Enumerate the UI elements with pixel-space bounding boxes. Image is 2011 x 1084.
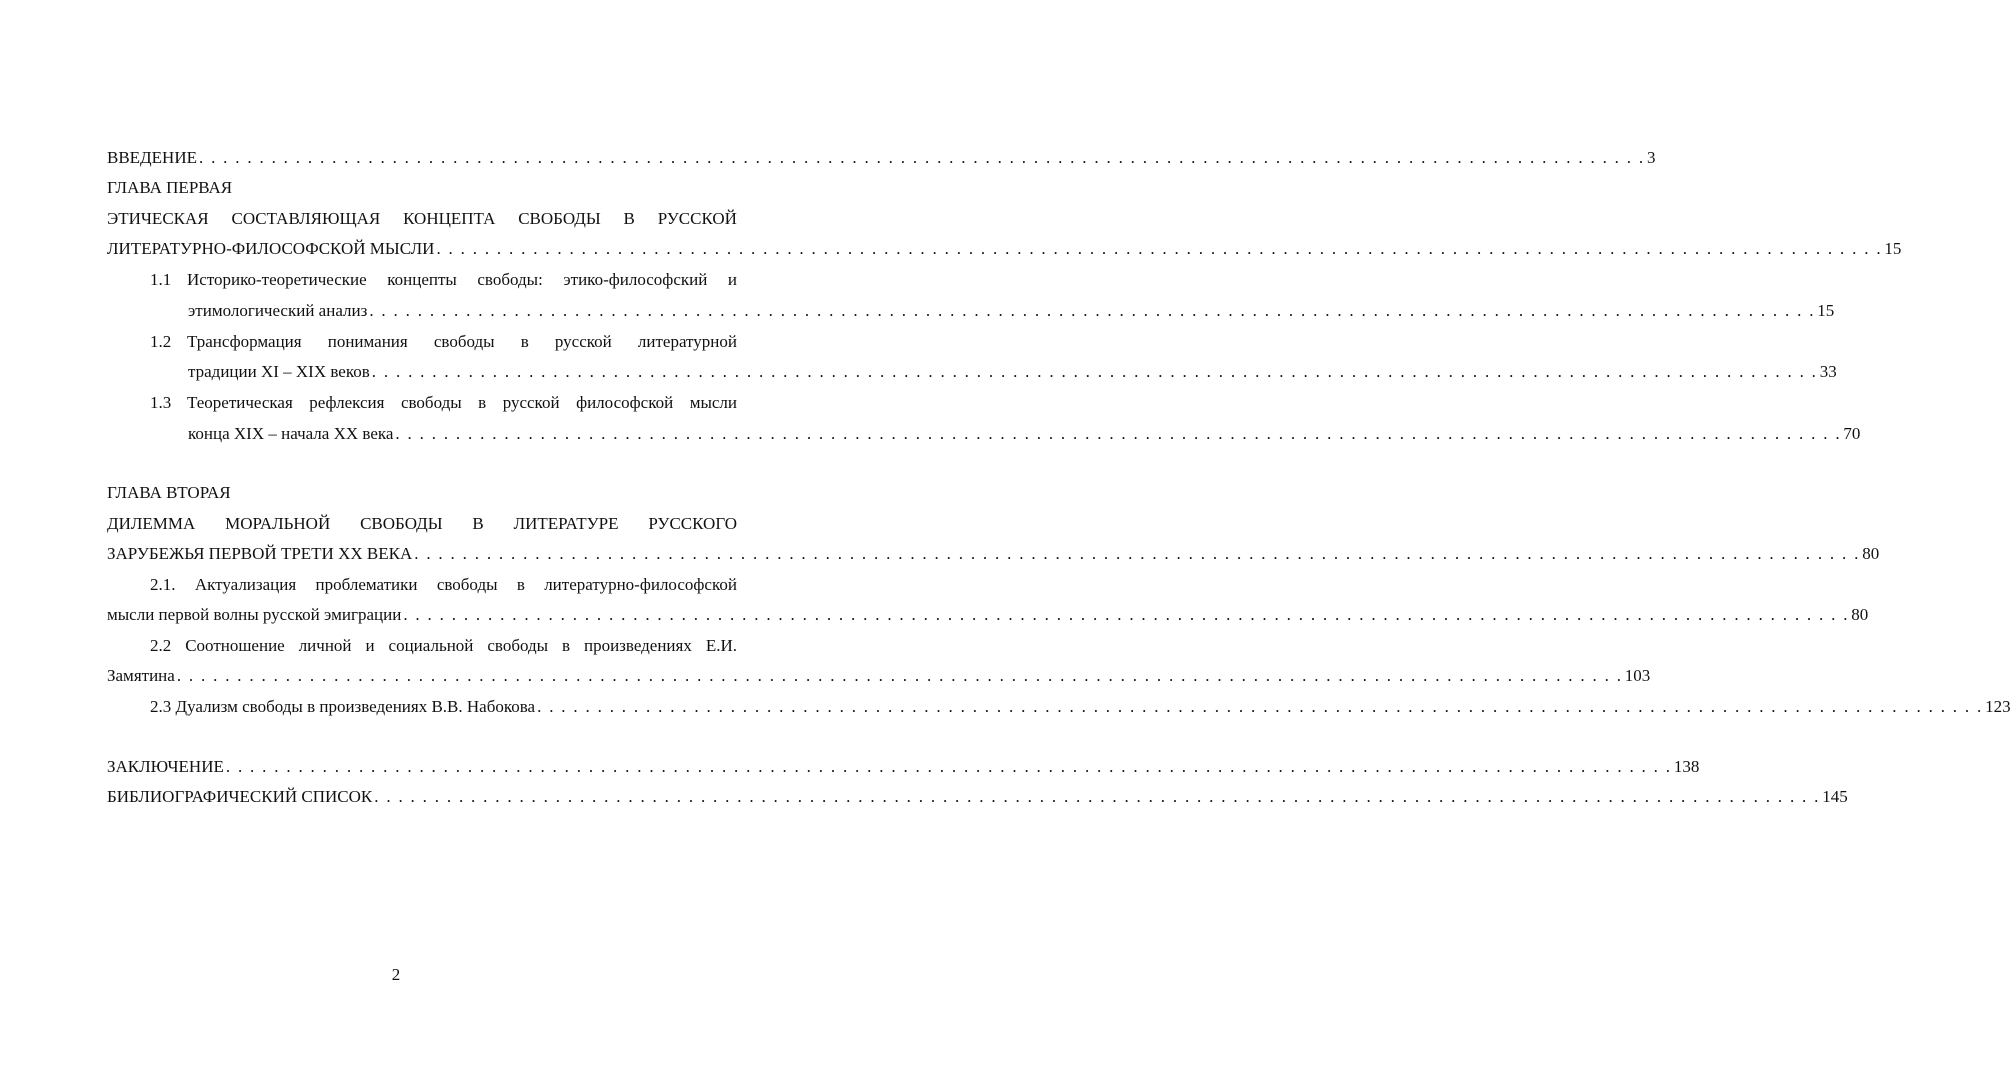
toc-entry-title: традиции XI – XIX веков — [188, 362, 370, 381]
word: СВОБОДЫ — [360, 514, 443, 533]
chapter-title-line — [107, 208, 737, 230]
toc-page-number: 80 — [1851, 605, 1869, 624]
dot-leader: . . . . . . . . . . . . . . . . . . . . . . . . . . . . . . . . . . . . . . . . . . . . . . . . . . . . . . . . . . . . . . . . . . . . . . . . . . . . . . . . . . . . . . . . . . . . . . . . . . . . . . . . . . . . . . . . . . . . . . . . — [395, 424, 1842, 443]
section-number: 1.1 Историко-теоретические — [150, 270, 367, 289]
toc-entry-title: ЗАРУБЕЖЬЯ ПЕРВОЙ ТРЕТИ XX ВЕКА — [107, 544, 413, 563]
word: В — [472, 514, 484, 533]
word: понимания — [327, 332, 408, 351]
chapter-label: ГЛАВА ВТОРАЯ — [107, 483, 231, 502]
word: КОНЦЕПТА — [403, 209, 496, 228]
chapter-label: ГЛАВА ПЕРВАЯ — [107, 178, 233, 197]
section-number: 1.2 Трансформация — [150, 332, 302, 351]
word: рефлексия — [309, 393, 385, 412]
word: свободы — [487, 636, 549, 655]
section-number: 2.2 — [150, 636, 172, 655]
word: ЭТИЧЕСКАЯ — [107, 209, 209, 228]
word: Актуализация — [194, 575, 297, 594]
word: свободы — [436, 575, 498, 594]
word: МОРАЛЬНОЙ — [225, 514, 331, 533]
word: личной — [298, 636, 352, 655]
chapter-title-line — [107, 513, 737, 535]
toc-page-number: 138 — [1673, 757, 1700, 776]
word: в — [516, 575, 525, 594]
toc-entry-1-2 — [188, 361, 1837, 383]
toc-entry-title: БИБЛИОГРАФИЧЕСКИЙ СПИСОК — [107, 787, 373, 806]
dot-leader: . . . . . . . . . . . . . . . . . . . . . . . . . . . . . . . . . . . . . . . . . . . . . . . . . . . . . . . . . . . . . . . . . . . . . . . . . . . . . . . . . . . . . . . . . . . . . . . . . . . . . . . . . . . . . . . . . . . . . . . . — [414, 544, 1861, 563]
word: мысли — [689, 393, 737, 412]
dot-leader: . . . . . . . . . . . . . . . . . . . . . . . . . . . . . . . . . . . . . . . . . . . . . . . . . . . . . . . . . . . . . . . . . . . . . . . . . . . . . . . . . . . . . . . . . . . . . . . . . . . . . . . . . . . . . . . . . . . . . . . . — [198, 148, 1645, 167]
toc-page-number: 3 — [1646, 148, 1656, 167]
word: ДИЛЕММА — [107, 514, 196, 533]
word: свободы — [433, 332, 495, 351]
toc-entry-title: мысли первой волны русской эмиграции — [107, 605, 402, 624]
word: Соотношение — [185, 636, 285, 655]
toc-entry-title: этимологический анализ — [188, 301, 368, 320]
toc-entry-2-1 — [107, 604, 1869, 626]
word: Е.И. — [705, 636, 737, 655]
toc-entry-title: ВВЕДЕНИЕ — [107, 148, 197, 167]
toc-entry-conclusion — [107, 756, 1700, 778]
word: социальной — [388, 636, 474, 655]
word: РУССКОЙ — [657, 209, 737, 228]
toc-page-number: 15 — [1884, 239, 1902, 258]
toc-entry-title: ЗАКЛЮЧЕНИЕ — [107, 757, 224, 776]
toc-entry-chapter1 — [107, 238, 1902, 260]
toc-section-2-1 — [150, 574, 737, 596]
word: свободы — [400, 393, 462, 412]
word: ЛИТЕРАТУРЕ — [513, 514, 619, 533]
toc-section-1-3 — [150, 392, 737, 414]
word: в — [478, 393, 487, 412]
toc-page-number: 15 — [1817, 301, 1835, 320]
dot-leader: . . . . . . . . . . . . . . . . . . . . . . . . . . . . . . . . . . . . . . . . . . . . . . . . . . . . . . . . . . . . . . . . . . . . . . . . . . . . . . . . . . . . . . . . . . . . . . . . . . . . . . . . . . . . . . . . . . . . . . . . — [371, 362, 1818, 381]
dot-leader: . . . . . . . . . . . . . . . . . . . . . . . . . . . . . . . . . . . . . . . . . . . . . . . . . . . . . . . . . . . . . . . . . . . . . . . . . . . . . . . . . . . . . . . . . . . . . . . . . . . . . . . . . . . . . . . . . . . . . . . . — [225, 757, 1672, 776]
toc-entry-chapter2 — [107, 543, 1880, 565]
toc-section-1-1 — [150, 269, 737, 291]
dot-leader: . . . . . . . . . . . . . . . . . . . . . . . . . . . . . . . . . . . . . . . . . . . . . . . . . . . . . . . . . . . . . . . . . . . . . . . . . . . . . . . . . . . . . . . . . . . . . . . . . . . . . . . . . . . . . . . . . . . . . . . . — [176, 666, 1623, 685]
toc-section-1-2 — [150, 331, 737, 353]
word: и — [727, 270, 737, 289]
word: философской — [576, 393, 674, 412]
word: концепты — [387, 270, 457, 289]
toc-entry-2-2 — [107, 665, 1651, 687]
word: свободы: — [477, 270, 543, 289]
section-number: 2.1. — [150, 575, 176, 594]
toc-page-number: 103 — [1624, 666, 1651, 685]
toc-entry-2-3 — [150, 696, 2011, 718]
word: РУССКОГО — [648, 514, 737, 533]
dot-leader: . . . . . . . . . . . . . . . . . . . . . . . . . . . . . . . . . . . . . . . . . . . . . . . . . . . . . . . . . . . . . . . . . . . . . . . . . . . . . . . . . . . . . . . . . . . . . . . . . . . . . . . . . . . . . . . . . . . . . . . . — [374, 787, 1821, 806]
toc-page-number: 123 — [1985, 697, 2011, 716]
toc-page-number: 145 — [1822, 787, 1848, 806]
toc-section-2-2 — [150, 635, 737, 657]
toc-entry-title: конца XIX – начала XX века — [188, 424, 394, 443]
toc-entry-bibliography — [107, 786, 1848, 808]
word: русской — [502, 393, 560, 412]
toc-entry-title: ЛИТЕРАТУРНО-ФИЛОСОФСКОЙ МЫСЛИ — [107, 239, 435, 258]
word: и — [365, 636, 375, 655]
toc-entry-1-3 — [188, 423, 1861, 445]
toc-page-number: 80 — [1862, 544, 1880, 563]
word: произведениях — [583, 636, 692, 655]
toc-page-number: 70 — [1843, 424, 1861, 443]
word: литературной — [637, 332, 737, 351]
section-number: 1.3 Теоретическая — [150, 393, 293, 412]
dot-leader: . . . . . . . . . . . . . . . . . . . . . . . . . . . . . . . . . . . . . . . . . . . . . . . . . . . . . . . . . . . . . . . . . . . . . . . . . . . . . . . . . . . . . . . . . . . . . . . . . . . . . . . . . . . . . . . . . . . . . . . . — [403, 605, 1850, 624]
word: СВОБОДЫ — [518, 209, 601, 228]
dot-leader: . . . . . . . . . . . . . . . . . . . . . . . . . . . . . . . . . . . . . . . . . . . . . . . . . . . . . . . . . . . . . . . . . . . . . . . . . . . . . . . . . . . . . . . . . . . . . . . . . . . . . . . . . . . . . . . . . . . . . . . . — [436, 239, 1883, 258]
toc-entry-title: 2.3 Дуализм свободы в произведениях В.В. Набокова — [150, 697, 536, 716]
dot-leader: . . . . . . . . . . . . . . . . . . . . . . . . . . . . . . . . . . . . . . . . . . . . . . . . . . . . . . . . . . . . . . . . . . . . . . . . . . . . . . . . . . . . . . . . . . . . . . . . . . . . . . . . . . . . . . . . . . . . . . . . — [537, 697, 1984, 716]
page-number: 2 — [391, 965, 401, 984]
word: В — [623, 209, 635, 228]
toc-entry-intro — [107, 147, 1656, 169]
word: литературно-философской — [544, 575, 737, 594]
toc-page-number: 33 — [1819, 362, 1837, 381]
word: проблематики — [315, 575, 418, 594]
toc-entry-1-1 — [188, 300, 1835, 322]
word: СОСТАВЛЯЮЩАЯ — [231, 209, 381, 228]
word: русской — [554, 332, 612, 351]
word: в — [562, 636, 571, 655]
word: в — [520, 332, 529, 351]
word: этико-философский — [563, 270, 708, 289]
toc-entry-title: Замятина — [107, 666, 175, 685]
dot-leader: . . . . . . . . . . . . . . . . . . . . . . . . . . . . . . . . . . . . . . . . . . . . . . . . . . . . . . . . . . . . . . . . . . . . . . . . . . . . . . . . . . . . . . . . . . . . . . . . . . . . . . . . . . . . . . . . . . . . . . . . — [369, 301, 1816, 320]
